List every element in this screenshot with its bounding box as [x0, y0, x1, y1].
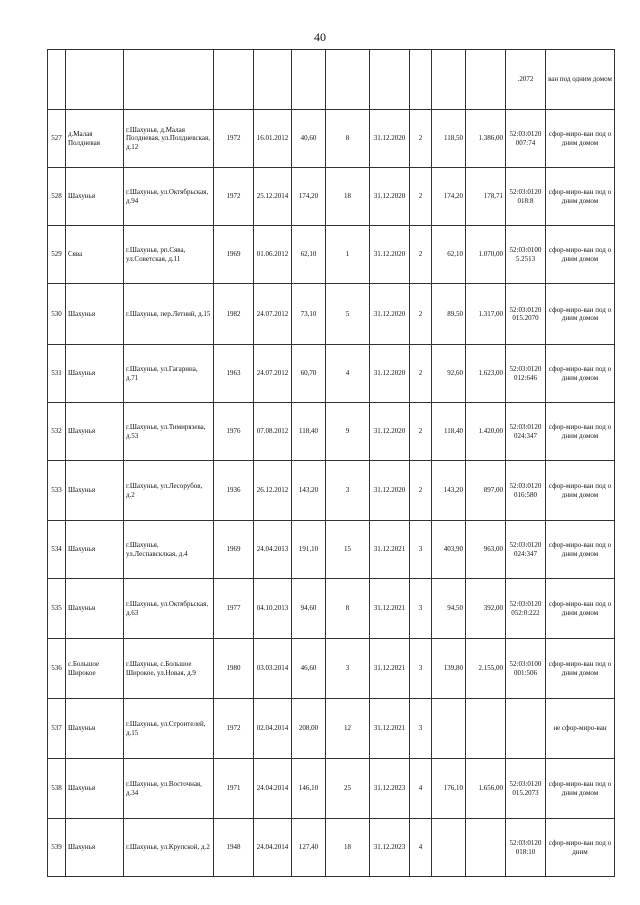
total-area-cell: 62,10 [432, 226, 466, 284]
total-area-cell: 139,80 [432, 639, 466, 699]
table-row [48, 226, 615, 284]
cadastre-cell: 52:03:0120024:347 [506, 403, 546, 461]
date-cell: 24.07.2012 [254, 284, 292, 345]
stage-cell: 2 [410, 345, 432, 403]
total-area-cell: 89,50 [432, 284, 466, 345]
settlement-cell: Шахунья [66, 284, 124, 345]
residents-cell: 1 [326, 226, 370, 284]
table-row [48, 699, 615, 759]
area-cell: 208,00 [292, 699, 326, 759]
cadastre-cell: 52:03:0120012:646 [506, 345, 546, 403]
fund-status-cell: сфор-миро-ван под одним домом [546, 168, 615, 226]
address-cell: г.Шахунья, ул.Октябрьская, д.94 [124, 168, 214, 226]
area-cell: 73,10 [292, 284, 326, 345]
residents-cell: 8 [326, 110, 370, 168]
cadastre-cell: 52:03:0120015.2073 [506, 759, 546, 819]
date-cell [254, 50, 292, 110]
year-cell: 1969 [214, 226, 254, 284]
table-row [48, 759, 615, 819]
stage-cell: 2 [410, 403, 432, 461]
total-area-cell: 118,50 [432, 110, 466, 168]
date-cell: 01.06.2012 [254, 226, 292, 284]
address-cell: г.Шахунья, ул.Строителей, д.15 [124, 699, 214, 759]
repair-date-cell: 31.12.2021 [370, 639, 410, 699]
date-cell: 03.03.2014 [254, 639, 292, 699]
table-row [48, 284, 615, 345]
address-cell: г.Шахунья, ул.Крупской, д.2 [124, 819, 214, 877]
settlement-cell: Шахунья [66, 819, 124, 877]
housing-registry-table [47, 49, 615, 877]
residents-cell: 12 [326, 699, 370, 759]
address-cell: г.Шахунья, д.Малая Полдневая, ул.Полдневская, д.12 [124, 110, 214, 168]
fund-status-cell: сфор-миро-ван под одним домом [546, 521, 615, 579]
stage-cell: 4 [410, 759, 432, 819]
residents-cell: 25 [326, 759, 370, 819]
stage-cell [410, 50, 432, 110]
row-number: 529 [48, 226, 66, 284]
repair-date-cell: 31.12.2023 [370, 819, 410, 877]
fund-status-cell: сфор-миро-ван под одним домом [546, 461, 615, 521]
row-number [48, 50, 66, 110]
cost-cell: 1.623,00 [466, 345, 506, 403]
total-area-cell: 94,50 [432, 579, 466, 639]
settlement-cell: с.Большое Широкое [66, 639, 124, 699]
stage-cell: 3 [410, 699, 432, 759]
settlement-cell: Шахунья [66, 521, 124, 579]
area-cell: 40,60 [292, 110, 326, 168]
year-cell: 1948 [214, 819, 254, 877]
area-cell: 146,10 [292, 759, 326, 819]
table-row [48, 639, 615, 699]
cost-cell: 897,00 [466, 461, 506, 521]
residents-cell: 9 [326, 403, 370, 461]
year-cell [214, 50, 254, 110]
residents-cell: 4 [326, 345, 370, 403]
table-row [48, 345, 615, 403]
year-cell: 1963 [214, 345, 254, 403]
settlement-cell [66, 50, 124, 110]
total-area-cell [432, 699, 466, 759]
repair-date-cell: 31.12.2021 [370, 699, 410, 759]
row-number: 532 [48, 403, 66, 461]
cost-cell: 392,00 [466, 579, 506, 639]
address-cell: г.Шахунья, пер.Летний, д.15 [124, 284, 214, 345]
total-area-cell: 403,90 [432, 521, 466, 579]
date-cell: 24.07.2012 [254, 345, 292, 403]
cost-cell: 1.420,00 [466, 403, 506, 461]
stage-cell: 4 [410, 819, 432, 877]
row-number: 530 [48, 284, 66, 345]
table-row [48, 521, 615, 579]
residents-cell: 18 [326, 168, 370, 226]
table-row [48, 403, 615, 461]
table-row [48, 819, 615, 877]
total-area-cell: 174,20 [432, 168, 466, 226]
cadastre-cell: 52:03:0120007:74 [506, 110, 546, 168]
settlement-cell: Шахунья [66, 345, 124, 403]
cost-cell: 1.656,00 [466, 759, 506, 819]
row-number: 531 [48, 345, 66, 403]
table-row [48, 110, 615, 168]
year-cell: 1969 [214, 521, 254, 579]
cadastre-cell: .2072 [506, 50, 546, 110]
row-number: 534 [48, 521, 66, 579]
total-area-cell: 143,20 [432, 461, 466, 521]
fund-status-cell: сфор-миро-ван под одним домом [546, 759, 615, 819]
row-number: 536 [48, 639, 66, 699]
residents-cell: 18 [326, 819, 370, 877]
area-cell: 118,40 [292, 403, 326, 461]
repair-date-cell: 31.12.2020 [370, 168, 410, 226]
settlement-cell: Шахунья [66, 168, 124, 226]
stage-cell: 2 [410, 168, 432, 226]
cadastre-cell: 52:03:0120024:347 [506, 521, 546, 579]
year-cell: 1976 [214, 403, 254, 461]
residents-cell: 15 [326, 521, 370, 579]
repair-date-cell: 31.12.2023 [370, 759, 410, 819]
area-cell: 60,70 [292, 345, 326, 403]
date-cell: 04.10.2013 [254, 579, 292, 639]
row-number: 528 [48, 168, 66, 226]
date-cell: 24.04.2014 [254, 819, 292, 877]
table-row [48, 168, 615, 226]
address-cell: г.Шахунья, ул.Октябрьская, д.63 [124, 579, 214, 639]
residents-cell: 3 [326, 461, 370, 521]
date-cell: 26.12.2012 [254, 461, 292, 521]
year-cell: 1972 [214, 699, 254, 759]
row-number: 538 [48, 759, 66, 819]
year-cell: 1980 [214, 639, 254, 699]
fund-status-cell: сфор-миро-ван под одним домом [546, 345, 615, 403]
repair-date-cell: 31.12.2020 [370, 284, 410, 345]
cadastre-cell: 52:03:0120018:8 [506, 168, 546, 226]
settlement-cell: Шахунья [66, 759, 124, 819]
repair-date-cell: 31.12.2020 [370, 403, 410, 461]
cost-cell: 1.386,00 [466, 110, 506, 168]
fund-status-cell: сфор-миро-ван под одним домом [546, 284, 615, 345]
row-number: 527 [48, 110, 66, 168]
stage-cell: 3 [410, 579, 432, 639]
settlement-cell: Сява [66, 226, 124, 284]
cadastre-cell: 52:03:0120015.2070 [506, 284, 546, 345]
cost-cell: 1.317,00 [466, 284, 506, 345]
area-cell: 94,60 [292, 579, 326, 639]
stage-cell: 2 [410, 284, 432, 345]
row-number: 535 [48, 579, 66, 639]
table-row [48, 579, 615, 639]
year-cell: 1972 [214, 110, 254, 168]
date-cell: 07.08.2012 [254, 403, 292, 461]
settlement-cell: д.Малая Полдневая [66, 110, 124, 168]
date-cell: 02.04.2014 [254, 699, 292, 759]
total-area-cell: 118,40 [432, 403, 466, 461]
repair-date-cell: 31.12.2021 [370, 579, 410, 639]
stage-cell: 3 [410, 639, 432, 699]
fund-status-cell: сфор-миро-ван под одним домом [546, 403, 615, 461]
fund-status-cell: сфор-миро-ван под одним домом [546, 579, 615, 639]
cost-cell: 2.155,00 [466, 639, 506, 699]
repair-date-cell: 31.12.2020 [370, 461, 410, 521]
date-cell: 24.04.2014 [254, 759, 292, 819]
residents-cell: 5 [326, 284, 370, 345]
repair-date-cell: 31.12.2020 [370, 226, 410, 284]
cost-cell [466, 819, 506, 877]
cadastre-cell: 52:03:01005.2513 [506, 226, 546, 284]
year-cell: 1972 [214, 168, 254, 226]
settlement-cell: Шахунья [66, 579, 124, 639]
total-area-cell [432, 819, 466, 877]
area-cell: 127,40 [292, 819, 326, 877]
repair-date-cell [370, 50, 410, 110]
address-cell: г.Шахунья, ул.Гагарина, д.71 [124, 345, 214, 403]
settlement-cell: Шахунья [66, 461, 124, 521]
fund-status-cell: сфор-миро-ван под одним домом [546, 110, 615, 168]
stage-cell: 2 [410, 110, 432, 168]
row-number: 533 [48, 461, 66, 521]
fund-status-cell: ван под одним домом [546, 50, 615, 110]
address-cell: г.Шахунья, рп.Сява, ул.Советская, д.11 [124, 226, 214, 284]
fund-status-cell: сфор-миро-ван под одним домом [546, 226, 615, 284]
table-body [48, 50, 615, 877]
stage-cell: 2 [410, 461, 432, 521]
table-row [48, 50, 615, 110]
residents-cell: 8 [326, 579, 370, 639]
stage-cell: 2 [410, 226, 432, 284]
settlement-cell: Шахунья [66, 403, 124, 461]
cadastre-cell [506, 699, 546, 759]
fund-status-cell: сфор-миро-ван под одним домом [546, 639, 615, 699]
cost-cell: 963,00 [466, 521, 506, 579]
cadastre-cell: 52:03:0100001:506 [506, 639, 546, 699]
residents-cell [326, 50, 370, 110]
year-cell: 1936 [214, 461, 254, 521]
area-cell: 62,10 [292, 226, 326, 284]
area-cell: 46,60 [292, 639, 326, 699]
row-number: 537 [48, 699, 66, 759]
area-cell [292, 50, 326, 110]
date-cell: 16.01.2012 [254, 110, 292, 168]
area-cell: 191,10 [292, 521, 326, 579]
year-cell: 1982 [214, 284, 254, 345]
row-number: 539 [48, 819, 66, 877]
address-cell: г.Шахунья, ул.Тимирязева, д.53 [124, 403, 214, 461]
total-area-cell [432, 50, 466, 110]
stage-cell: 3 [410, 521, 432, 579]
year-cell: 1977 [214, 579, 254, 639]
cost-cell [466, 50, 506, 110]
cadastre-cell: 52:03:0120052:0:222 [506, 579, 546, 639]
area-cell: 174,20 [292, 168, 326, 226]
total-area-cell: 176,10 [432, 759, 466, 819]
page-number: 40 [314, 30, 326, 44]
year-cell: 1971 [214, 759, 254, 819]
cost-cell: 1.070,00 [466, 226, 506, 284]
repair-date-cell: 31.12.2020 [370, 345, 410, 403]
cost-cell [466, 699, 506, 759]
date-cell: 25.12.2014 [254, 168, 292, 226]
address-cell: г.Шахунья, ул.Лесорубов, д.2 [124, 461, 214, 521]
repair-date-cell: 31.12.2020 [370, 110, 410, 168]
cadastre-cell: 52:03:0120018:10 [506, 819, 546, 877]
repair-date-cell: 31.12.2021 [370, 521, 410, 579]
cost-cell: 178,71 [466, 168, 506, 226]
address-cell: г.Шахунья, ул.Восточная, д.34 [124, 759, 214, 819]
area-cell: 143,20 [292, 461, 326, 521]
fund-status-cell: не сфор-миро-ван [546, 699, 615, 759]
address-cell [124, 50, 214, 110]
settlement-cell: Шахунья [66, 699, 124, 759]
table-row [48, 461, 615, 521]
address-cell: г.Шахунья, ул.Леспавсклкая, д.4 [124, 521, 214, 579]
cadastre-cell: 52:03:0120016:580 [506, 461, 546, 521]
address-cell: г.Шахунья, с.Большое Широкое, ул.Новая, д.9 [124, 639, 214, 699]
total-area-cell: 92,60 [432, 345, 466, 403]
residents-cell: 3 [326, 639, 370, 699]
date-cell: 24.04.2013 [254, 521, 292, 579]
fund-status-cell: сфор-миро-ван под одним [546, 819, 615, 877]
